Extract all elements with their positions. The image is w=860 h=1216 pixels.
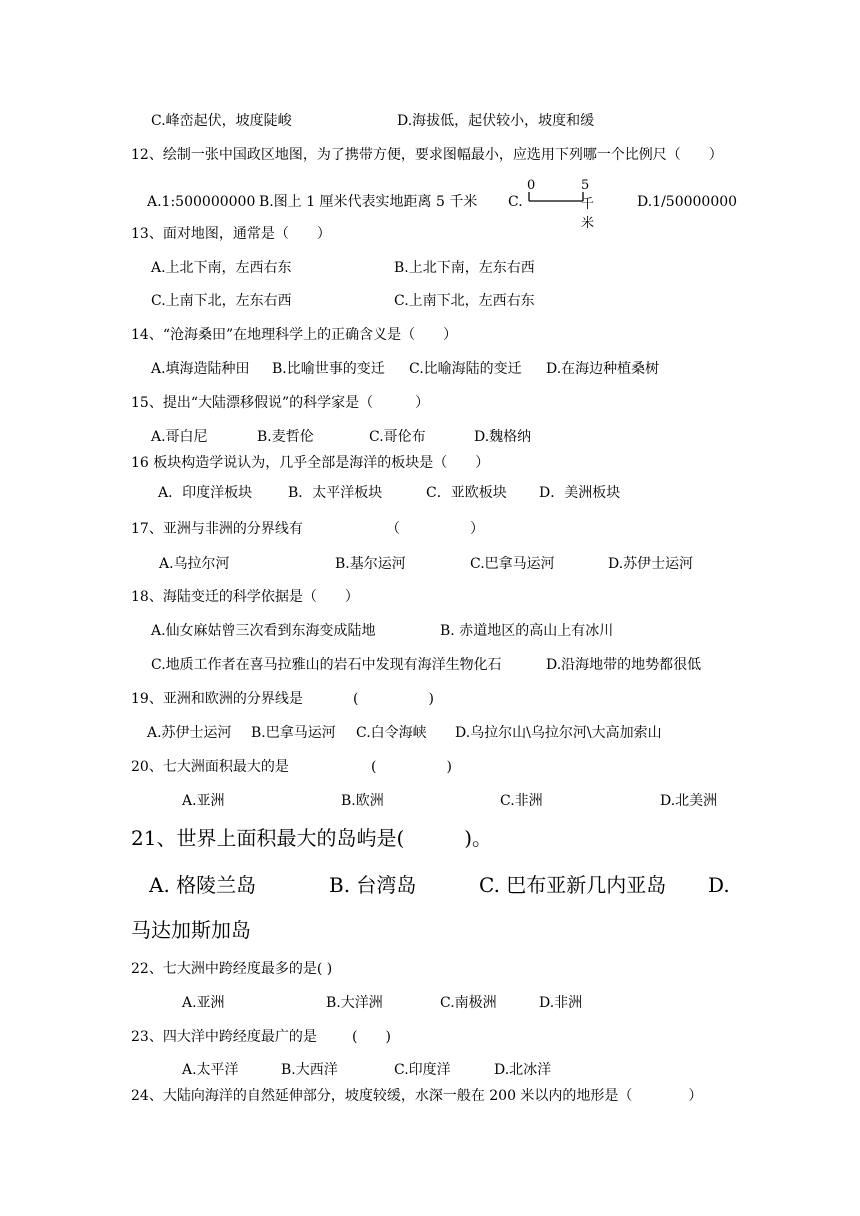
q14-option-b: B.比喻世事的变迁 [272, 361, 385, 377]
q18-stem: 18、海陆变迁的科学依据是（ ） [131, 589, 359, 605]
q17-option-b: B.基尔运河 [335, 556, 406, 572]
q15-option-a: A.哥白尼 [151, 429, 208, 445]
q17-blank: （ ） [386, 521, 484, 537]
q13-option-c: C.上南下北，左东右西 [151, 293, 292, 309]
q12-option-a: A.1:500000000 [147, 194, 256, 210]
q20-option-c: C.非洲 [500, 793, 543, 809]
q12-option-b: B.图上 1 厘米代表实地距离 5 千米 [259, 194, 478, 210]
q21-option-d-text: 马达加斯加岛 [131, 918, 251, 942]
q20-blank: ( ) [371, 759, 452, 775]
q16-option-d: D．美洲板块 [539, 485, 621, 501]
scale-five-km-label: 5 千米 [581, 178, 595, 231]
q15-option-c: C.哥伦布 [369, 429, 426, 445]
q14-option-d: D.在海边种植桑树 [546, 361, 660, 377]
q22-option-d: D.非洲 [539, 995, 583, 1011]
q19-option-d: D.乌拉尔山\乌拉尔河\大高加索山 [455, 725, 662, 741]
q17-option-a: A.乌拉尔河 [159, 556, 230, 572]
q20-option-d: D.北美洲 [660, 793, 718, 809]
q11-option-d: D.海拔低，起伏较小，坡度和缓 [397, 113, 595, 129]
q14-stem: 14、“沧海桑田”在地理科学上的正确含义是（ ） [131, 327, 458, 343]
q23-option-c: C.印度洋 [394, 1062, 451, 1078]
q15-option-b: B.麦哲伦 [257, 429, 314, 445]
q23-option-b: B.大西洋 [281, 1062, 338, 1078]
q12-stem: 12、绘制一张中国政区地图，为了携带方便，要求图幅最小，应选用下列哪一个比例尺（ ） [131, 147, 723, 163]
q21-option-a: A. 格陵兰岛 [149, 873, 257, 897]
q22-option-b: B.大洋洲 [326, 995, 383, 1011]
q18-option-c: C.地质工作者在喜马拉雅山的岩石中发现有海洋生物化石 [151, 657, 502, 673]
q20-option-b: B.欧洲 [341, 793, 384, 809]
q13-option-a: A.上北下南，左西右东 [151, 260, 292, 276]
q13-option-b: B.上北下南，左东右西 [394, 260, 535, 276]
q22-option-c: C.南极洲 [440, 995, 497, 1011]
q18-option-a: A.仙女麻姑曾三次看到东海变成陆地 [151, 623, 376, 639]
q15-option-d: D.魏格纳 [474, 429, 532, 445]
q17-stem: 17、亚洲与非洲的分界线有 [131, 521, 303, 537]
q22-stem: 22、七大洲中跨经度最多的是( ) [131, 961, 333, 977]
q12-option-d: D.1/50000000 [637, 194, 738, 210]
q23-blank: ( ) [352, 1029, 391, 1045]
q19-option-b: B.巴拿马运河 [251, 725, 336, 741]
q23-option-d: D.北冰洋 [494, 1062, 552, 1078]
q12-option-c: C. [508, 194, 523, 210]
q19-blank: ( ) [353, 691, 434, 707]
q20-option-a: A.亚洲 [182, 793, 225, 809]
q23-stem: 23、四大洋中跨经度最广的是 [131, 1029, 317, 1045]
scale-bar-figure [527, 178, 595, 231]
q16-stem: 16 板块构造学说认为，几乎全部是海洋的板块是（ ） [131, 455, 490, 471]
scale-zero-label: 0 [527, 178, 536, 193]
q17-option-c: C.巴拿马运河 [470, 556, 555, 572]
q16-option-c: C．亚欧板块 [426, 485, 507, 501]
q16-option-b: B．太平洋板块 [288, 485, 383, 501]
q21-option-b: B. 台湾岛 [329, 873, 417, 897]
q13-option-c2: C.上南下北，左西右东 [394, 293, 535, 309]
q17-option-d: D.苏伊士运河 [608, 556, 694, 572]
q14-option-c: C.比喻海陆的变迁 [409, 361, 522, 377]
q16-option-a: A．印度洋板块 [158, 485, 253, 501]
q18-option-b: B. 赤道地区的高山上有冰川 [440, 623, 614, 639]
q22-option-a: A.亚洲 [182, 995, 225, 1011]
q19-option-c: C.白令海峡 [356, 725, 427, 741]
q21-stem: 21、世界上面积最大的岛屿是( )。 [131, 826, 493, 850]
q11-option-c: C.峰峦起伏，坡度陡峻 [151, 113, 292, 129]
q15-stem: 15、提出“大陆漂移假说”的科学家是（ ） [131, 395, 430, 411]
q19-option-a: A.苏伊士运河 [147, 725, 232, 741]
q21-option-c: C. 巴布亚新几内亚岛 [479, 873, 667, 897]
q21-option-d: D. [708, 873, 730, 897]
q24-stem: 24、大陆向海洋的自然延伸部分，坡度较缓，水深一般在 200 米以内的地形是（ ） [131, 1088, 703, 1104]
q18-option-d: D.沿海地带的地势都很低 [546, 657, 702, 673]
q14-option-a: A.填海造陆种田 [151, 361, 250, 377]
q19-stem: 19、亚洲和欧洲的分界线是 [131, 691, 303, 707]
q13-stem: 13、面对地图，通常是（ ） [131, 226, 331, 242]
q23-option-a: A.太平洋 [182, 1062, 239, 1078]
q20-stem: 20、七大洲面积最大的是 [131, 759, 289, 775]
